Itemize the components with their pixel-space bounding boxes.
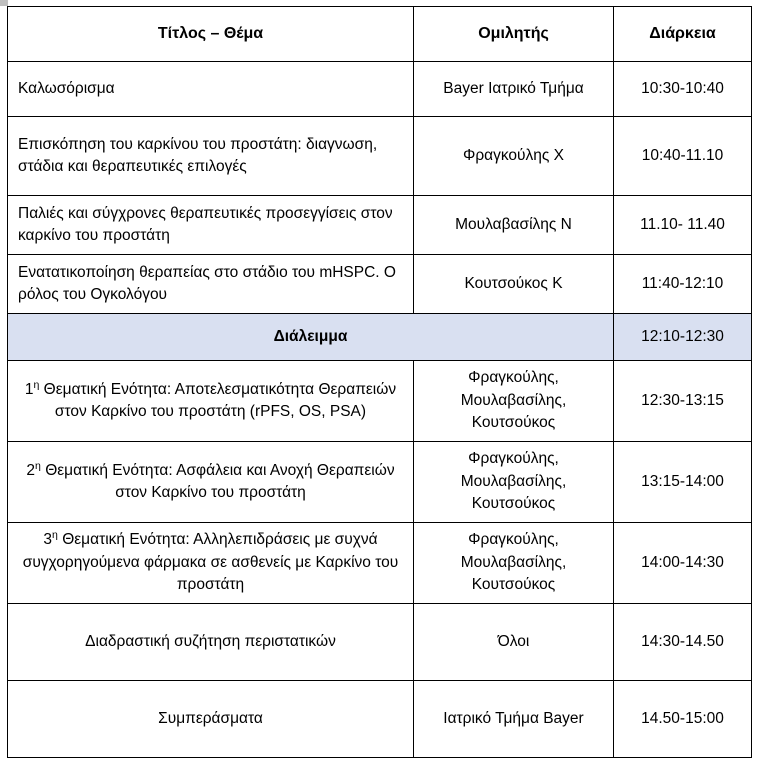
break-time: 12:10-12:30	[614, 314, 752, 361]
table-row	[8, 523, 752, 604]
table-row	[8, 442, 752, 523]
session-ordinal-number: 1	[24, 380, 34, 398]
session-topic: Συμπεράσματα	[8, 681, 414, 758]
session-topic	[8, 523, 414, 604]
session-speaker: Όλοι	[414, 604, 614, 681]
session-topic-text: Θεματική Ενότητα: Αλληλεπιδράσεις με συχνά συγχορηγούμενα φάρμακα σε ασθενείς με Καρκίνο του προστάτη	[22, 531, 399, 594]
session-speaker: Φραγκούλης, Μουλαβασίλης, Κουτσούκος	[414, 361, 614, 442]
session-time: 14:30-14.50	[614, 604, 752, 681]
session-ordinal-suffix: η	[35, 459, 41, 472]
session-speaker: Ιατρικό Τμήμα Bayer	[414, 681, 614, 758]
table-header-row	[8, 7, 752, 62]
session-time: 12:30-13:15	[614, 361, 752, 442]
session-topic: Παλιές και σύγχρονες θεραπευτικές προσεγγίσεις στον καρκίνο του προστάτη	[8, 196, 414, 255]
session-speaker: Φραγκούλης Χ	[414, 117, 614, 196]
table-row	[8, 681, 752, 758]
session-speaker: Κουτσούκος Κ	[414, 255, 614, 314]
session-speaker: Φραγκούλης, Μουλαβασίλης, Κουτσούκος	[414, 523, 614, 604]
session-time: 11.10- 11.40	[614, 196, 752, 255]
column-header-duration: Διάρκεια	[614, 7, 752, 62]
session-time: 10:30-10:40	[614, 62, 752, 117]
session-time: 13:15-14:00	[614, 442, 752, 523]
session-topic-text: Θεματική Ενότητα: Αποτελεσματικότητα Θεραπειών στον Καρκίνο του προστάτη (rPFS, OS, PSA)	[39, 380, 397, 420]
session-topic: Ενατατικοποίηση θεραπείας στο στάδιο του mHSPC. Ο ρόλος του Ογκολόγου	[8, 255, 414, 314]
session-ordinal-suffix: η	[52, 529, 58, 542]
table-row	[8, 196, 752, 255]
session-speaker: Φραγκούλης, Μουλαβασίλης, Κουτσούκος	[414, 442, 614, 523]
table-row	[8, 62, 752, 117]
agenda-table	[7, 6, 752, 758]
break-label: Διάλειμμα	[8, 314, 614, 361]
session-topic	[8, 361, 414, 442]
session-speaker: Bayer Ιατρικό Τμήμα	[414, 62, 614, 117]
session-time: 14.50-15:00	[614, 681, 752, 758]
session-topic: Καλωσόρισμα	[8, 62, 414, 117]
session-topic-text: Θεματική Ενότητα: Ασφάλεια και Ανοχή Θεραπειών στον Καρκίνο του προστάτη	[40, 461, 395, 501]
table-row	[8, 117, 752, 196]
session-topic: Διαδραστική συζήτηση περιστατικών	[8, 604, 414, 681]
table-row	[8, 361, 752, 442]
session-ordinal-number: 2	[26, 461, 36, 479]
break-row	[8, 314, 752, 361]
table-row	[8, 255, 752, 314]
session-time: 14:00-14:30	[614, 523, 752, 604]
table-row	[8, 604, 752, 681]
session-time: 10:40-11.10	[614, 117, 752, 196]
session-topic: Επισκόπηση του καρκίνου του προστάτη: διαγνωση, στάδια και θεραπευτικές επιλογές	[8, 117, 414, 196]
session-ordinal-number: 3	[43, 531, 53, 549]
session-speaker: Μουλαβασίλης Ν	[414, 196, 614, 255]
column-header-speaker: Ομιλητής	[414, 7, 614, 62]
session-ordinal-suffix: η	[33, 378, 40, 391]
column-header-topic: Τίτλος – Θέμα	[8, 7, 414, 62]
session-time: 11:40-12:10	[614, 255, 752, 314]
session-topic	[8, 442, 414, 523]
